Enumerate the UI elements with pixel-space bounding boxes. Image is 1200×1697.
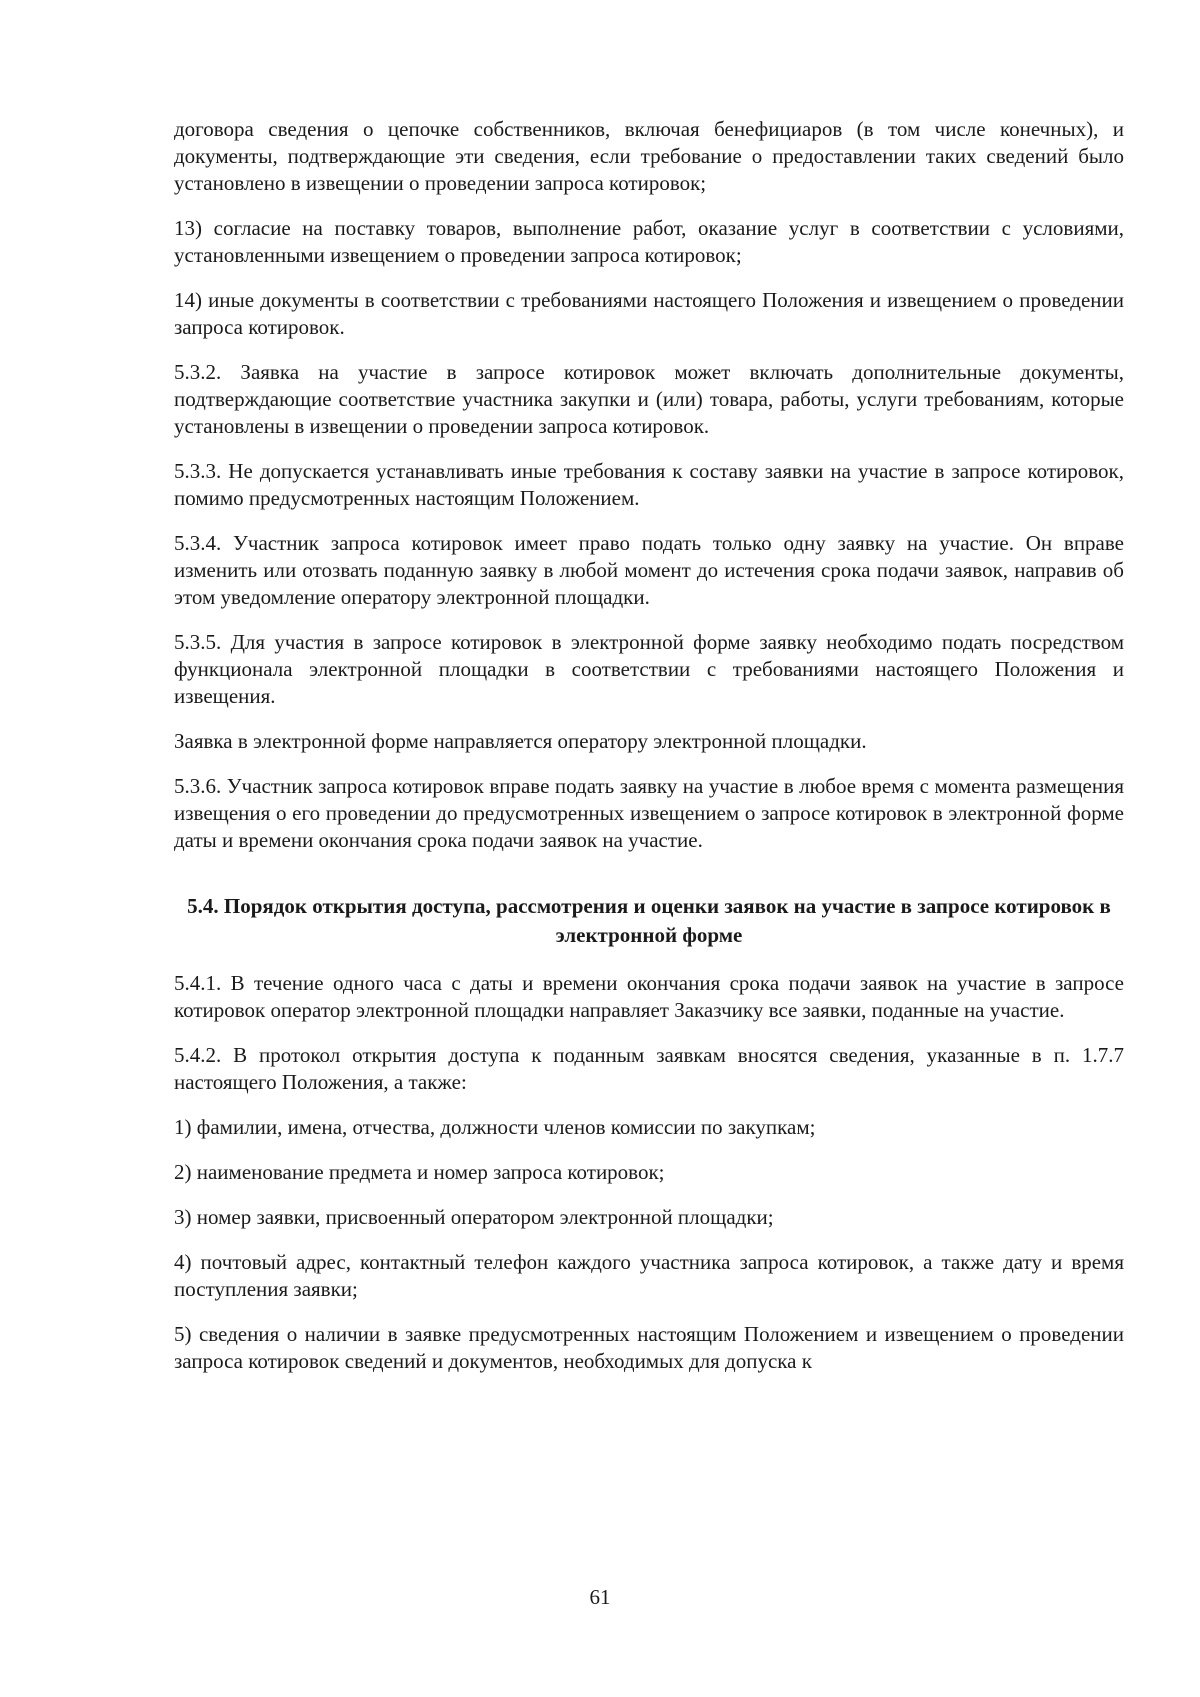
page-number: 61 [589, 1585, 611, 1609]
paragraph-protocol-item-3: 3) номер заявки, присвоенный оператором электронной площадки; [174, 1205, 774, 1229]
paragraph-protocol-item-1: 1) фамилии, имена, отчества, должности членов комиссии по закупкам; [174, 1115, 816, 1139]
document-page [174, 116, 1124, 1393]
paragraph-5-3-3: 5.3.3. Не допускается устанавливать иные требования к составу заявки на участие в запросе котировок, помимо предусмотренных настоящим Положением. [174, 459, 1124, 510]
paragraph-protocol-item-5: 5) сведения о наличии в заявке предусмотренных настоящим Положением и извещением о проведении запроса котировок сведений и документов, необходимых для допуска к [174, 1322, 1124, 1373]
paragraph-item-14: 14) иные документы в соответствии с требованиями настоящего Положения и извещением о проведении запроса котировок. [174, 288, 1124, 339]
paragraph-5-4-2: 5.4.2. В протокол открытия доступа к поданным заявкам вносятся сведения, указанные в п. 1.7.7 настоящего Положения, а также: [174, 1043, 1124, 1094]
paragraph-5-3-5: 5.3.5. Для участия в запросе котировок в электронной форме заявку необходимо подать посредством функционала электронной площадки в соответствии с требованиями настоящего Положения и извещения. [174, 630, 1124, 708]
paragraph-5-3-2: 5.3.2. Заявка на участие в запросе котировок может включать дополнительные документы, подтверждающие соответствие участника закупки и (или) товара, работы, услуги требованиям, которые установлены в извещении о проведении запроса котировок. [174, 360, 1124, 438]
paragraph-item-13: 13) согласие на поставку товаров, выполнение работ, оказание услуг в соответствии с условиями, установленными извещением о проведении запроса котировок; [174, 216, 1124, 267]
paragraph-5-4-1: 5.4.1. В течение одного часа с даты и времени окончания срока подачи заявок на участие в запросе котировок оператор электронной площадки направляет Заказчику все заявки, поданные на участие. [174, 971, 1124, 1022]
section-heading-5-4: 5.4. Порядок открытия доступа, рассмотрения и оценки заявок на участие в запросе котировок в электронной форме [187, 894, 1111, 947]
paragraph-protocol-item-4: 4) почтовый адрес, контактный телефон каждого участника запроса котировок, а также дату и время поступления заявки; [174, 1250, 1124, 1301]
paragraph-5-3-4: 5.3.4. Участник запроса котировок имеет право подать только одну заявку на участие. Он вправе изменить или отозвать поданную заявку в любой момент до истечения срока подачи заявок, направив об этом уведомление оператору электронной площадки. [174, 531, 1124, 609]
paragraph-electronic-form: Заявка в электронной форме направляется оператору электронной площадки. [174, 729, 867, 753]
paragraph-protocol-item-2: 2) наименование предмета и номер запроса котировок; [174, 1160, 665, 1184]
paragraph-ownership-chain: договора сведения о цепочке собственников, включая бенефициаров (в том числе конечных), и документы, подтверждающие эти сведения, если требование о предоставлении таких сведений было установлено в извещении о проведении запроса котировок; [174, 117, 1124, 195]
paragraph-5-3-6: 5.3.6. Участник запроса котировок вправе подать заявку на участие в любое время с момента размещения извещения о его проведении до предусмотренных извещением о запросе котировок в электронной форме даты и времени окончания срока подачи заявок на участие. [174, 774, 1124, 852]
